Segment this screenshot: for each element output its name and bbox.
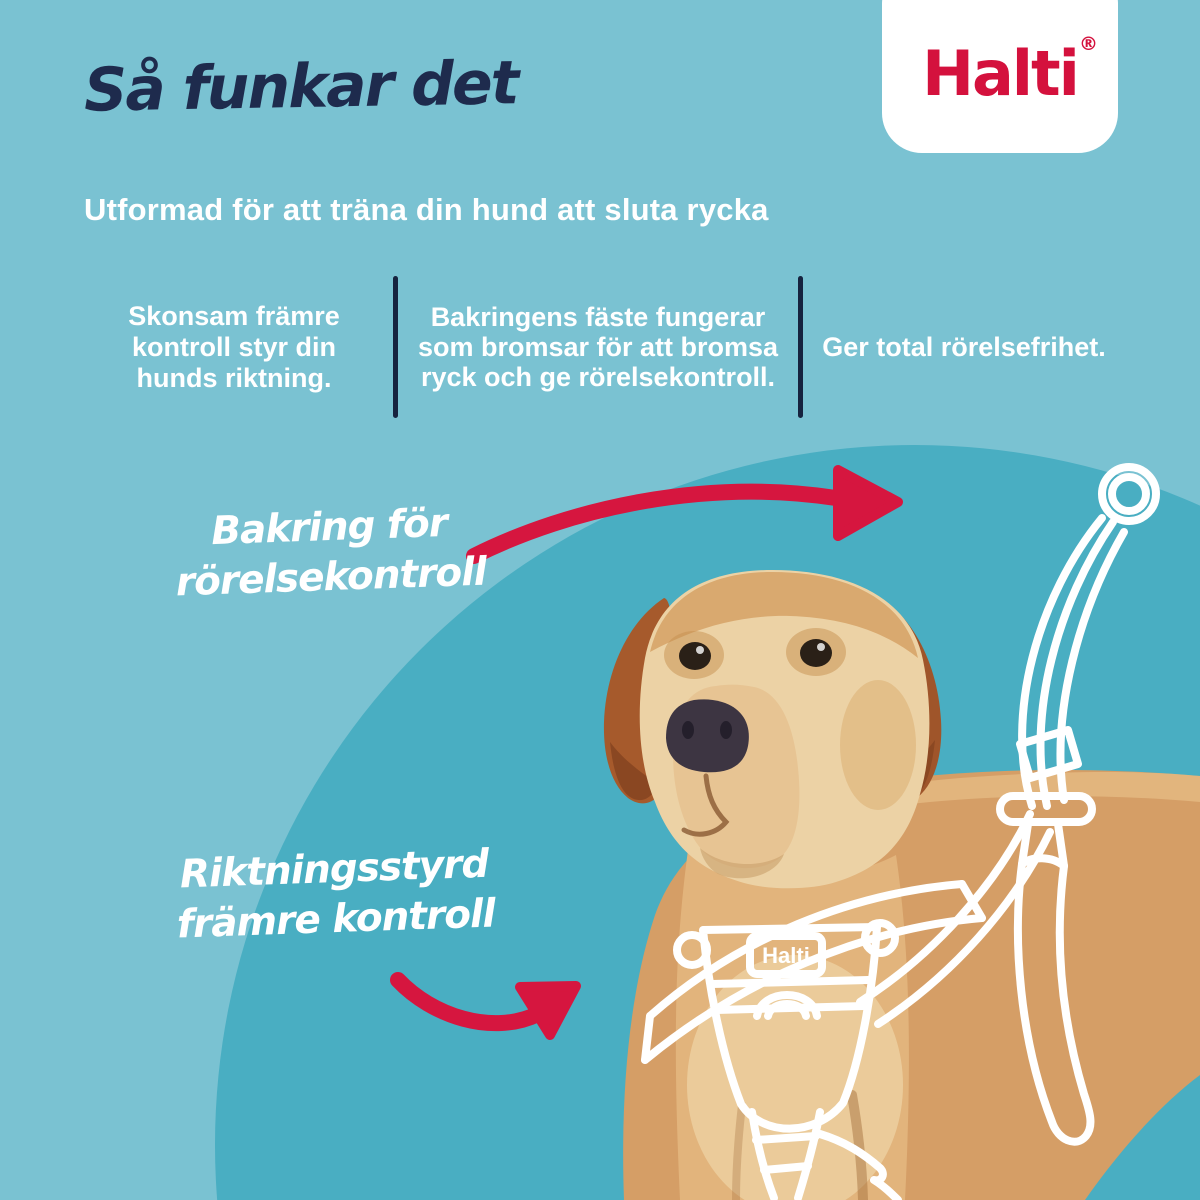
halti-logo [882, 0, 1118, 153]
feature-freedom: Ger total rörelsefrihet. [822, 331, 1106, 362]
page-subtitle: Utformad för att träna din hund att sluta rycka [84, 192, 769, 227]
registered-trademark: ® [1078, 33, 1098, 55]
back-ring-handle [1000, 467, 1156, 822]
harness-badge-label: Halti [762, 943, 810, 968]
callout-back-ring-line2: rörelsekontroll [175, 549, 487, 606]
feature-front-control: Skonsam främre kontroll styr din hunds riktning. [128, 300, 340, 393]
arrow-to-back-ring-icon [474, 492, 836, 556]
callout-back-ring-line1: Bakring för [210, 500, 448, 555]
dog-illustration [604, 570, 1200, 1200]
brand-name: Halti [922, 37, 1078, 110]
arrowhead-back-ring-icon [838, 470, 898, 536]
callout-back-ring [138, 496, 521, 609]
halti-logo-text [922, 33, 1098, 110]
feature-list [75, 276, 1125, 418]
callout-front-control [143, 838, 526, 951]
callout-front-control-line2: främre kontroll [176, 891, 496, 948]
page-title: Så funkar det [83, 48, 518, 126]
feature-back-ring-brake: Bakringens fäste fungerar som bromsar för att bromsa ryck och ge rörelsekontroll. [417, 302, 779, 392]
callout-front-control-line1: Riktningsstyrd [179, 841, 490, 898]
